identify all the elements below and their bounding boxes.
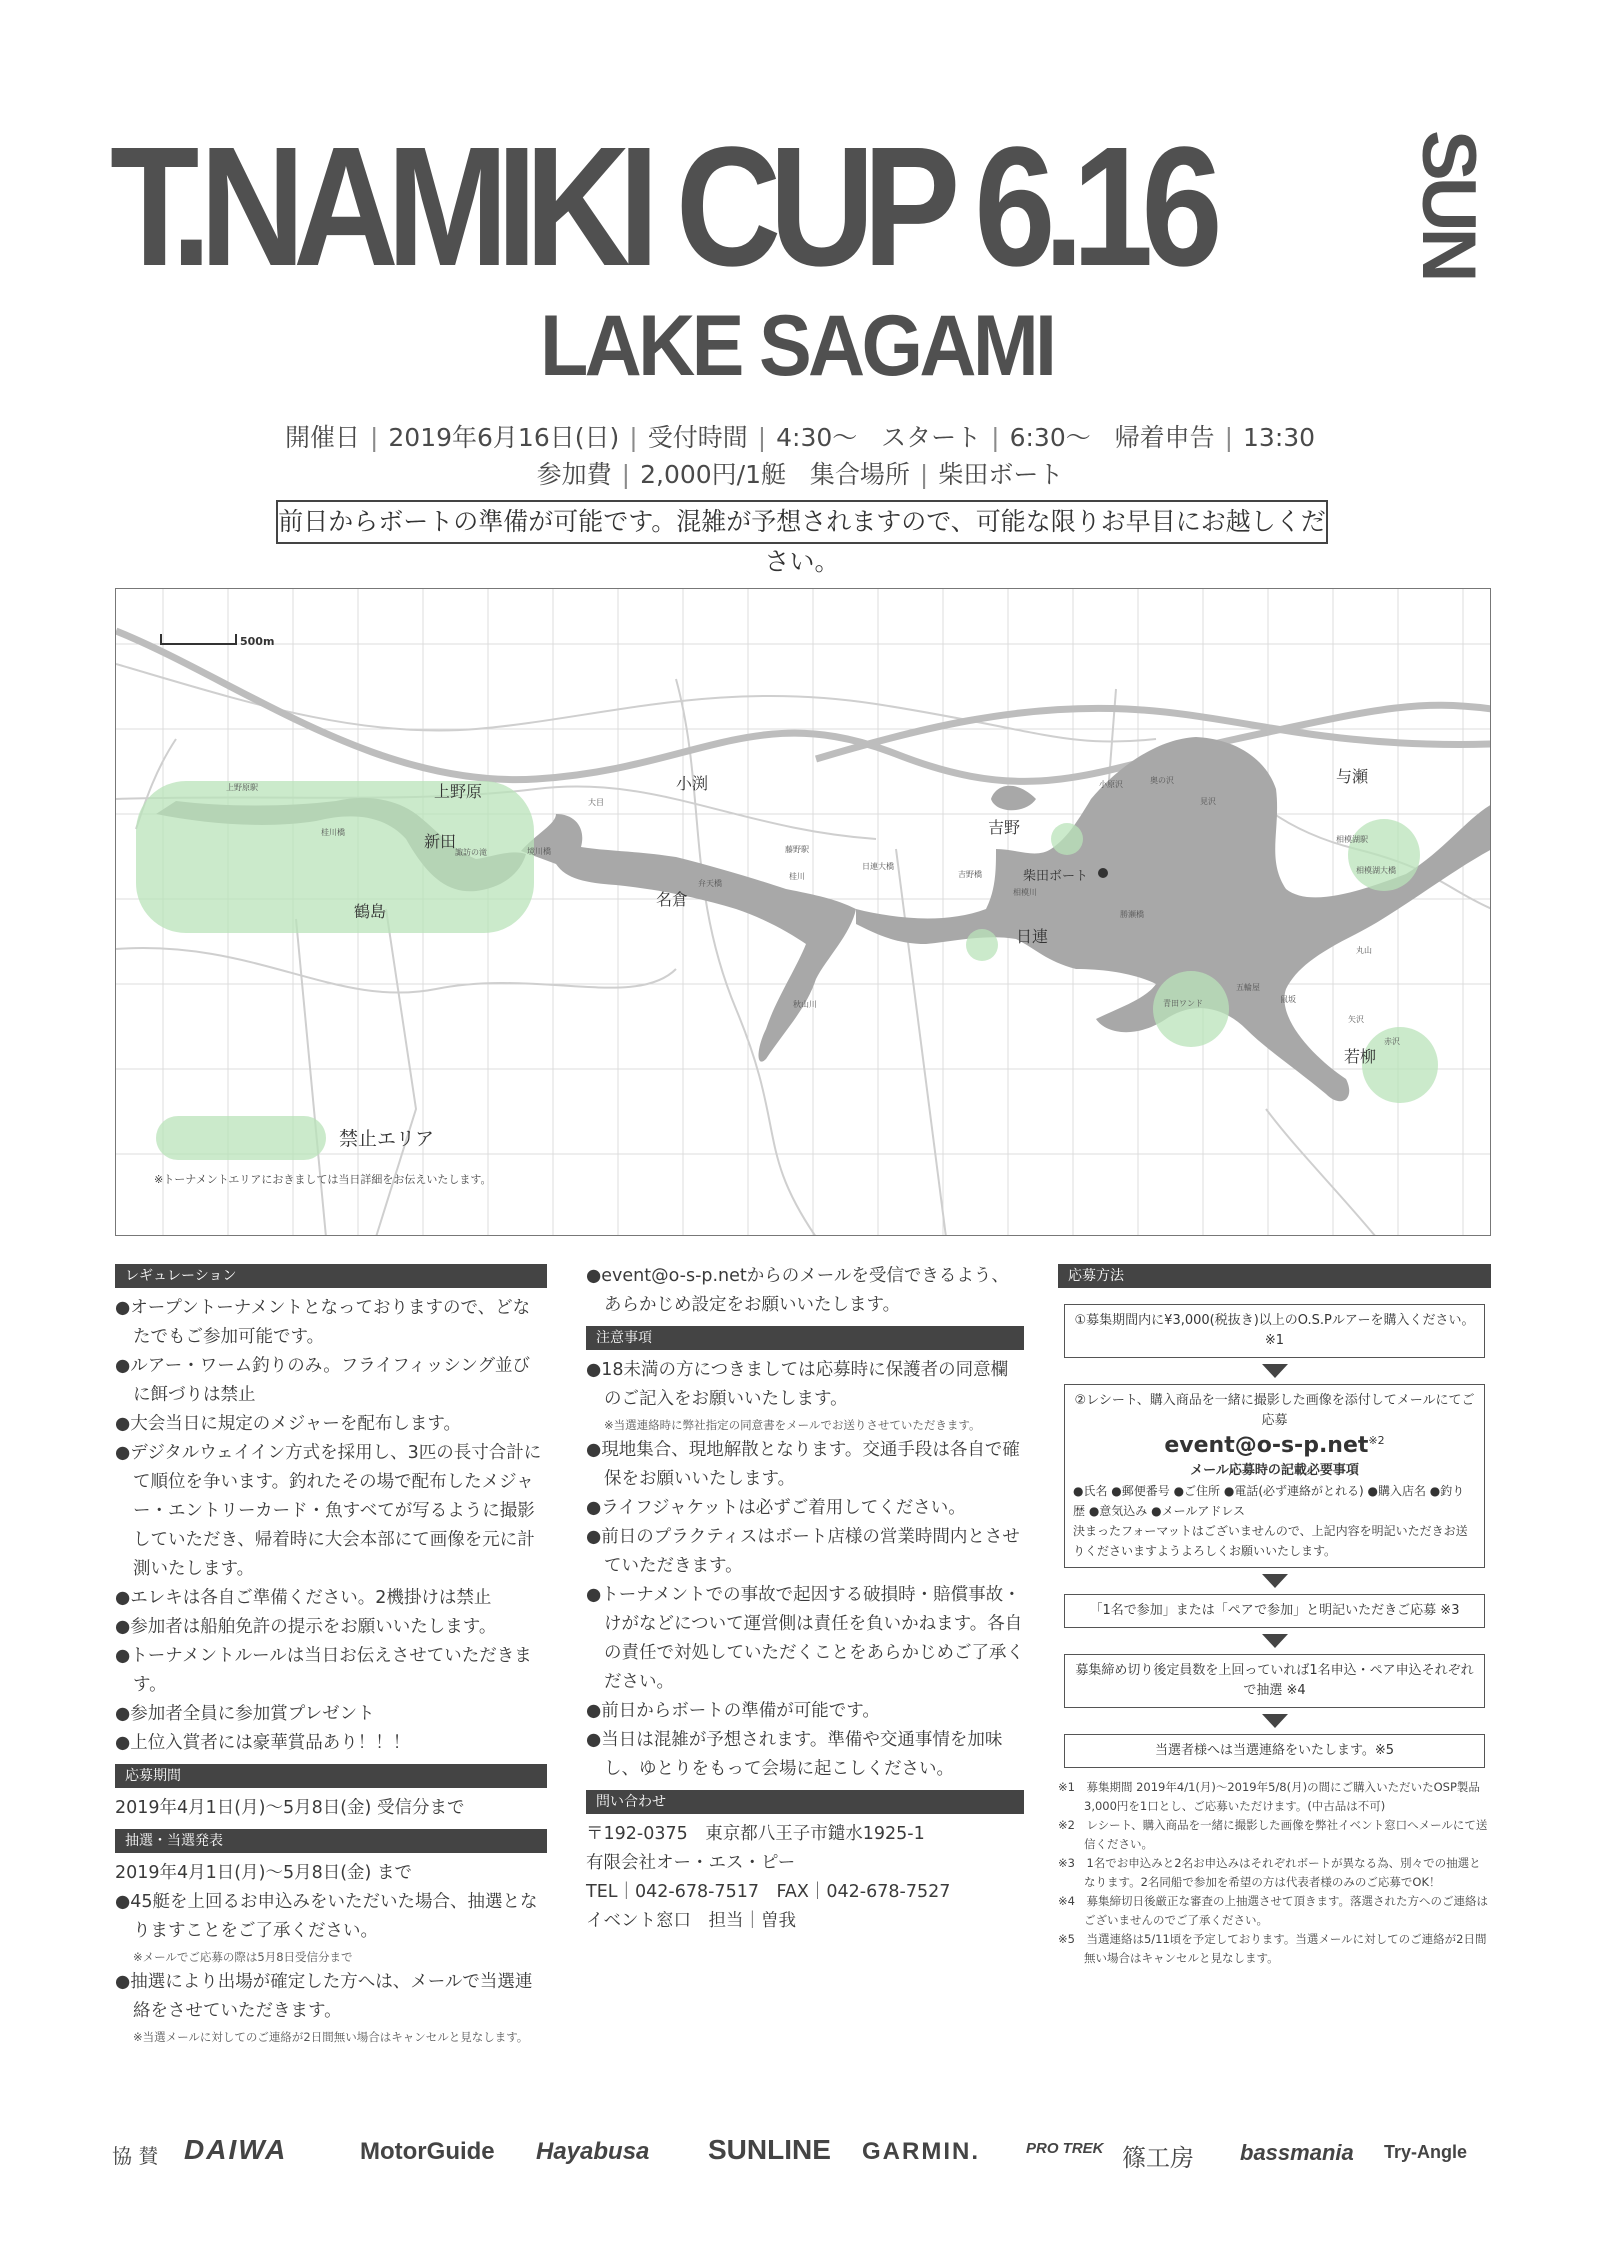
map-graphic	[116, 589, 1491, 1236]
sponsor-logo-bassmania: bassmania	[1240, 2140, 1354, 2165]
lake-map	[115, 588, 1491, 1236]
scale-bar	[161, 634, 236, 644]
apply-heading: 応募方法	[1058, 1264, 1491, 1288]
contact-person: イベント窓口 担当｜曽我	[586, 1911, 796, 1931]
event-venue-title: LAKE SAGAMI	[540, 298, 1054, 394]
return-label: 帰着申告	[1114, 423, 1215, 452]
event-info-line-2: 参加費 | 2,000円/1艇 集合場所 | 柴田ボート	[536, 460, 1064, 489]
caution-heading: 注意事項	[586, 1326, 1024, 1350]
map-small-label-akiyamagawa: 秋山川	[793, 1000, 817, 1009]
step-arrow	[1262, 1714, 1288, 1728]
map-small-label-ome: 大目	[588, 798, 604, 807]
step-arrow	[1262, 1364, 1288, 1378]
lottery-item-1: ●45艇を上回るお申込みをいただいた場合、抽選となりますことをご了承ください。	[115, 1892, 538, 1941]
regulation-heading: レギュレーション	[115, 1264, 547, 1288]
right-column	[1058, 1262, 1491, 1968]
period-text: 2019年4月1日(月)〜5月8日(金) 受信分まで	[115, 1798, 465, 1818]
map-small-label-akazawa: 赤沢	[1384, 1037, 1400, 1046]
left-column	[115, 1262, 547, 2048]
caution-item: ●ライフジャケットは必ずご着用してください。	[586, 1498, 966, 1518]
regulation-item: ●上位入賞者には豪華賞品あり！！！	[115, 1733, 411, 1753]
map-small-label-sagamiko-station: 相模湖駅	[1336, 835, 1368, 844]
contact-heading: 問い合わせ	[586, 1790, 1024, 1814]
map-label-uenohara: 上野原	[434, 782, 483, 801]
period-heading: 応募期間	[115, 1764, 547, 1788]
no-entry-area-aoda	[1153, 971, 1229, 1047]
map-small-label-yoshino-bridge: 吉野橋	[958, 870, 982, 879]
map-small-label-okunosawa: 奥の沢	[1150, 776, 1174, 785]
lottery-text: 2019年4月1日(月)〜5月8日(金) まで	[115, 1863, 412, 1883]
map-small-label-oharasawa: 小原沢	[1099, 780, 1123, 789]
map-label-wakayagi: 若柳	[1344, 1047, 1377, 1066]
map-small-label-katsuragawa: 桂川	[789, 872, 805, 881]
apply-email: event@o-s-p.net	[1164, 1433, 1369, 1458]
sponsor-logo-motorguide: MotorGuide	[360, 2138, 495, 2165]
regulation-item: ●ルアー・ワーム釣りのみ。フライフィッシング並びに餌づりは禁止	[115, 1356, 531, 1405]
regulation-item: ●デジタルウェイイン方式を採用し、3匹の長寸合計にて順位を争います。釣れたその場で配布したメジャー・エントリーカード・魚すべてが写るように撮影していただき、帰着時に大会本部にて画像を元に計測いたします。	[115, 1443, 542, 1579]
caution-item: ●トーナメントでの事故で起因する破損時・賠償事故・けがなどについて運営側は責任を負いかねます。各自の責任で対処していただくことをあらかじめご了承ください。	[586, 1585, 1024, 1692]
meeting-value: 柴田ボート	[938, 460, 1064, 489]
sponsor-bar	[112, 2134, 1492, 2174]
apply-required-heading: メール応募時の記載必要事項	[1190, 1463, 1359, 1478]
contact-phone: TEL｜042-678-7517 FAX｜042-678-7527	[586, 1882, 951, 1902]
sponsor-logo-protrek: PRO TREK	[1026, 2140, 1104, 2157]
event-info-line-1: 開催日 | 2019年6月16日(日) | 受付時間 | 4:30〜 スタート | 6:30〜 帰着申告 | 13:30	[284, 423, 1316, 452]
map-small-label-fujino-station: 藤野駅	[785, 845, 809, 854]
sponsor-logo-garmin: GARMIN.	[862, 2138, 980, 2165]
map-small-label-misawa: 見沢	[1200, 797, 1216, 806]
lottery-note-1: ※メールでご応募の際は5月8日受信分まで	[133, 1950, 353, 1964]
apply-footnote: ※2 レシート、購入商品を一緒に撮影した画像を弊社イベント窓口へメールにて送信ください。	[1058, 1818, 1488, 1851]
map-note: ※トーナメントエリアにおきましては当日詳細をお伝えいたします。	[154, 1173, 492, 1186]
sponsor-logo-hayabusa: Hayabusa	[536, 2138, 650, 2165]
legend-swatch	[156, 1116, 326, 1160]
apply-format-note: 決まったフォーマットはございませんので、上記内容を明記いただきお送りくださいますようよろしくお願いいたします。	[1073, 1524, 1468, 1558]
map-label-shibata-boat: 柴田ボート	[1023, 869, 1089, 884]
map-small-label-gorinya: 五輪屋	[1236, 983, 1260, 992]
scale-label: 500m	[240, 635, 275, 648]
lottery-heading: 抽選・当選発表	[115, 1829, 547, 1853]
map-small-label-yazawa: 矢沢	[1348, 1015, 1364, 1024]
sponsor-logo-try-angle: Try-Angle	[1384, 2142, 1468, 2162]
shibata-boat-marker	[1098, 868, 1108, 878]
legend-label: 禁止エリア	[339, 1128, 435, 1150]
meeting-label: 集合場所	[809, 460, 910, 489]
caution-item: ●当日は混雑が予想されます。準備や交通事情を加味し、ゆとりをもって会場に起こしください。	[586, 1730, 1003, 1779]
apply-footnote: ※3 1名でお申込みと2名お申込みはそれぞれボートが異なる為、別々での抽選となります。2名同船で参加を希望の方は代表者様のみのご応募でOK！	[1058, 1856, 1481, 1889]
regulation-item: ●参加者は船舶免許の提示をお願いいたします。	[115, 1617, 497, 1637]
lottery-note-2: ※当選メールに対してのご連絡が2日間無い場合はキャンセルと見なします。	[133, 2030, 529, 2044]
sponsor-logo-daiwa: DAIWA	[184, 2134, 288, 2165]
middle-column	[586, 1262, 1024, 1936]
caution-item: ●現地集合、現地解散となります。交通手段は各自で確保をお願いいたします。	[586, 1440, 1020, 1489]
regulation-item: ●エレキは各自ご準備ください。2機掛けは禁止	[115, 1588, 492, 1608]
sponsor-logo-sunline: SUNLINE	[708, 2134, 831, 2165]
caution-item: ●前日のプラクティスはボート店様の営業時間内とさせていただきます。	[586, 1527, 1020, 1576]
regulation-item: ●トーナメントルールは当日お伝えさせていただきます。	[115, 1646, 532, 1695]
map-label-hizure: 日連	[1016, 927, 1049, 946]
date-label: 開催日	[284, 423, 360, 452]
map-label-yose: 与瀬	[1336, 767, 1369, 786]
start-value: 6:30〜	[1009, 423, 1091, 452]
map-small-label-uenohara-station: 上野原駅	[226, 783, 258, 792]
no-entry-area-yoshino	[1051, 823, 1083, 855]
map-label-tsurushima: 鶴島	[354, 902, 387, 921]
return-value: 13:30	[1243, 423, 1316, 452]
map-small-label-sagamigawa: 相模川	[1013, 888, 1037, 897]
step-arrow	[1262, 1634, 1288, 1648]
notice-box: 前日からボートの準備が可能です。混雑が予想されますので、可能な限りお早目にお越しください。	[276, 500, 1328, 544]
apply-step-1: ①募集期間内に¥3,000(税抜き)以上のO.S.Pルアーを購入ください。※1	[1064, 1304, 1485, 1358]
map-small-label-maruyama: 丸山	[1356, 946, 1372, 955]
apply-email-mark: ※2	[1368, 1434, 1385, 1447]
event-weekday: SUN	[1406, 130, 1491, 279]
fee-label: 参加費	[536, 460, 612, 489]
sponsor-logo-shinokobo: 篠工房	[1122, 2144, 1194, 2172]
mail-setting-note: ●event@o-s-p.netからのメールを受信できるよう、あらかじめ設定をお願いいたします。	[586, 1266, 1009, 1315]
regulation-item: ●オープントーナメントとなっておりますので、どなたでもご参加可能です。	[115, 1298, 531, 1347]
reception-value: 4:30〜	[776, 423, 858, 452]
map-small-label-sakaigawa-bridge: 境川橋	[527, 847, 551, 856]
start-label: スタート	[881, 423, 982, 452]
contact-company: 有限会社オー・エス・ピー	[586, 1853, 796, 1873]
regulation-item: ●参加者全員に参加賞プレゼント	[115, 1704, 375, 1724]
apply-footnote: ※1 募集期間 2019年4/1(月)〜2019年5/8(月)の間にご購入いただいたOSP製品3,000円を1口とし、ご応募いただけます。(中古品は不可)	[1058, 1780, 1480, 1813]
apply-step-5: 当選者様へは当選連絡をいたします。※5	[1064, 1734, 1485, 1768]
map-small-label-benten-bridge: 弁天橋	[698, 879, 722, 888]
reception-label: 受付時間	[647, 423, 748, 452]
apply-step-3: 「1名で参加」または「ペアで参加」と明記いただきご応募 ※3	[1064, 1594, 1485, 1628]
map-highways	[116, 631, 1491, 781]
fee-value: 2,000円/1艇	[640, 460, 787, 489]
regulation-item: ●大会当日に規定のメジャーを配布します。	[115, 1414, 462, 1434]
map-small-label-katsuse-bridge: 勝瀬橋	[1120, 910, 1144, 919]
apply-required-fields: ●氏名 ●郵便番号 ●ご住所 ●電話(必ず連絡がとれる) ●購入店名 ●釣り歴 ●意気込み ●メールアドレス	[1073, 1484, 1465, 1518]
sponsor-label: 協 賛	[112, 2144, 159, 2168]
contact-address: 〒192-0375 東京都八王子市鑓水1925-1	[586, 1824, 925, 1844]
map-label-nitta: 新田	[424, 832, 457, 851]
apply-email-line	[1073, 1431, 1476, 1461]
no-entry-area-hizure	[966, 929, 998, 961]
apply-step-2-intro: ②レシート、購入商品を一緒に撮影した画像を添付してメールにてご応募	[1074, 1393, 1475, 1428]
map-label-koburi: 小渕	[676, 774, 709, 793]
event-title: T.NAMIKI CUP 6.16	[110, 112, 1211, 302]
map-label-nagura: 名倉	[656, 890, 689, 909]
map-small-label-suwa-falls: 諏訪の滝	[455, 848, 487, 857]
map-small-label-sagamiko-bridge: 相模湖大橋	[1356, 866, 1396, 875]
apply-footnote: ※4 募集締切日後厳正な審査の上抽選させて頂きます。落選された方へのご連絡はございませんのでご了承ください。	[1058, 1894, 1489, 1927]
poster-title	[110, 112, 1510, 322]
date-value: 2019年6月16日(日)	[388, 423, 620, 452]
caution-item-guardian: ●18未満の方につきましては応募時に保護者の同意欄のご記入をお願いいたします。	[586, 1360, 1009, 1409]
caution-item: ●前日からボートの準備が可能です。	[586, 1701, 880, 1721]
map-small-label-hizure-bridge: 日連大橋	[862, 862, 894, 871]
apply-footnote: ※5 当選連絡は5/11頃を予定しております。当選メールに対してのご連絡が2日間無い場合はキャンセルと見なします。	[1058, 1932, 1487, 1965]
step-arrow	[1262, 1574, 1288, 1588]
apply-step-4: 募集締め切り後定員数を上回っていれば1名申込・ペア申込それぞれで抽選 ※4	[1064, 1654, 1485, 1708]
caution-note-guardian: ※当選連絡時に弊社指定の同意書をメールでお送りさせていただきます。	[604, 1418, 981, 1432]
map-label-yoshino: 吉野	[988, 818, 1021, 837]
map-small-label-katsuragawa-bridge: 桂川橋	[321, 828, 345, 837]
map-small-label-nezumizaka: 鼠坂	[1280, 995, 1296, 1004]
map-small-label-aoda-wando: 青田ワンド	[1163, 999, 1203, 1008]
lottery-item-2: ●抽選により出場が確定した方へは、メールで当選連絡をさせていただきます。	[115, 1972, 533, 2021]
no-entry-area-sagamiko-bridge	[1348, 819, 1420, 891]
apply-step-2	[1064, 1384, 1485, 1568]
